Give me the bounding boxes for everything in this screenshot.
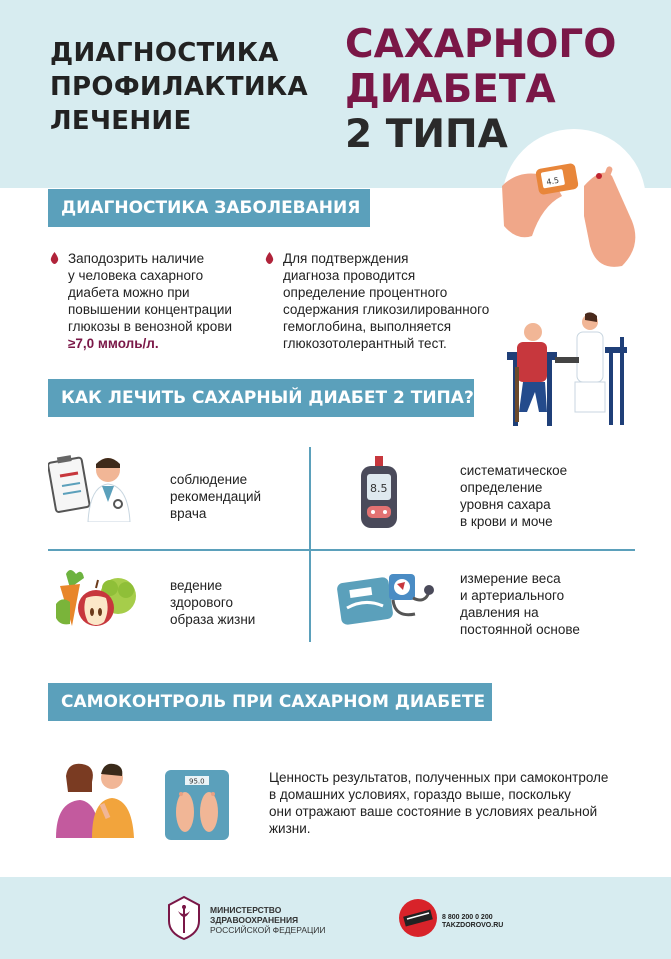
text-line: жизни. xyxy=(269,821,311,836)
title-line: 2 ТИПА xyxy=(345,112,508,157)
text-line: измерение веса xyxy=(460,571,561,586)
couple-illustration xyxy=(52,758,136,838)
text-line: здорового xyxy=(170,595,233,610)
footer-band xyxy=(0,877,671,959)
title-line: ДИАБЕТА xyxy=(345,67,556,112)
ministry-emblem-icon xyxy=(165,895,203,941)
blood-drop-icon xyxy=(265,252,274,264)
grid-divider-horizontal xyxy=(48,549,635,551)
diagnostics-left-text xyxy=(68,250,258,352)
treatment-item-doctor-text xyxy=(170,471,300,522)
hotline-phone: 8 800 200 0 200 xyxy=(442,914,493,921)
text-line: давления на xyxy=(460,605,539,620)
subtitle-block xyxy=(50,36,308,138)
scale-feet-illustration xyxy=(165,770,229,840)
hotline-block xyxy=(442,914,503,930)
text-line: у человека сахарного xyxy=(68,268,204,283)
text-line: гемоглобина, выполняется xyxy=(283,319,452,334)
text-line: постоянной основе xyxy=(460,622,580,637)
text-line: Заподозрить наличие xyxy=(68,251,205,266)
section-heading-diagnostics: ДИАГНОСТИКА ЗАБОЛЕВАНИЯ xyxy=(48,189,370,227)
section-heading-selfcontrol: САМОКОНТРОЛЬ ПРИ САХАРНОМ ДИАБЕТЕ xyxy=(48,683,492,721)
subtitle-line: ПРОФИЛАКТИКА xyxy=(50,72,308,102)
text-line: образа жизни xyxy=(170,612,256,627)
doctor-patient-illustration xyxy=(505,312,635,430)
ministry-line: МИНИСТЕРСТВО xyxy=(210,905,282,915)
glucometer-icon xyxy=(357,456,401,530)
treatment-item-weight-text xyxy=(460,570,620,638)
section-heading-treatment: КАК ЛЕЧИТЬ САХАРНЫЙ ДИАБЕТ 2 ТИПА? xyxy=(48,379,474,417)
doctor-clipboard-icon xyxy=(48,452,140,522)
text-line: Ценность результатов, полученных при самоконтроле xyxy=(269,770,609,785)
subtitle-line: ЛЕЧЕНИЕ xyxy=(50,106,192,136)
hotline-site: TAKZDOROVO.RU xyxy=(442,922,504,929)
title-line: САХАРНОГО xyxy=(345,22,617,67)
text-line: повышении концентрации xyxy=(68,302,232,317)
svg-text:4.5: 4.5 xyxy=(545,175,560,187)
diagnostics-right-text xyxy=(283,250,508,352)
text-line: содержания гликозилированного xyxy=(283,302,490,317)
text-line: рекомендаций xyxy=(170,489,262,504)
vegetables-icon xyxy=(52,566,138,636)
takzdorovo-logo-icon xyxy=(398,898,438,938)
glucose-threshold-value: ≥7,0 ммоль/л. xyxy=(68,336,159,351)
text-line: уровня сахара xyxy=(460,497,551,512)
text-line: диагноза проводится xyxy=(283,268,416,283)
text-line: ведение xyxy=(170,578,223,593)
text-line: Для подтверждения xyxy=(283,251,409,266)
scale-reading: 95.0 xyxy=(189,777,205,786)
text-line: систематическое xyxy=(460,463,568,478)
ministry-name xyxy=(210,905,326,935)
text-line: соблюдение xyxy=(170,472,248,487)
text-line: они отражают ваше состояние в условиях реальной xyxy=(269,804,598,819)
selfcontrol-text xyxy=(269,769,639,837)
glucometer-hands-illustration xyxy=(492,126,652,276)
text-line: определение процентного xyxy=(283,285,448,300)
treatment-item-glucose-text xyxy=(460,462,620,530)
ministry-line: ЗДРАВООХРАНЕНИЯ xyxy=(210,915,299,925)
text-line: врача xyxy=(170,506,207,521)
ministry-line: РОССИЙСКОЙ ФЕДЕРАЦИИ xyxy=(210,925,326,935)
text-line: в домашних условиях, гораздо выше, поскольку xyxy=(269,787,571,802)
scale-tonometer-icon xyxy=(333,568,437,630)
text-line: глюкозы в венозной крови xyxy=(68,319,233,334)
text-line: определение xyxy=(460,480,543,495)
treatment-item-lifestyle-text xyxy=(170,577,300,628)
text-line: глюкозотолерантный тест. xyxy=(283,336,447,351)
text-line: в крови и моче xyxy=(460,514,553,529)
text-line: и артериального xyxy=(460,588,565,603)
subtitle-line: ДИАГНОСТИКА xyxy=(50,38,279,68)
text-line: диабета можно при xyxy=(68,285,190,300)
blood-drop-icon xyxy=(50,252,59,264)
grid-divider-vertical xyxy=(309,447,311,642)
glucometer-reading: 8.5 xyxy=(370,482,388,495)
